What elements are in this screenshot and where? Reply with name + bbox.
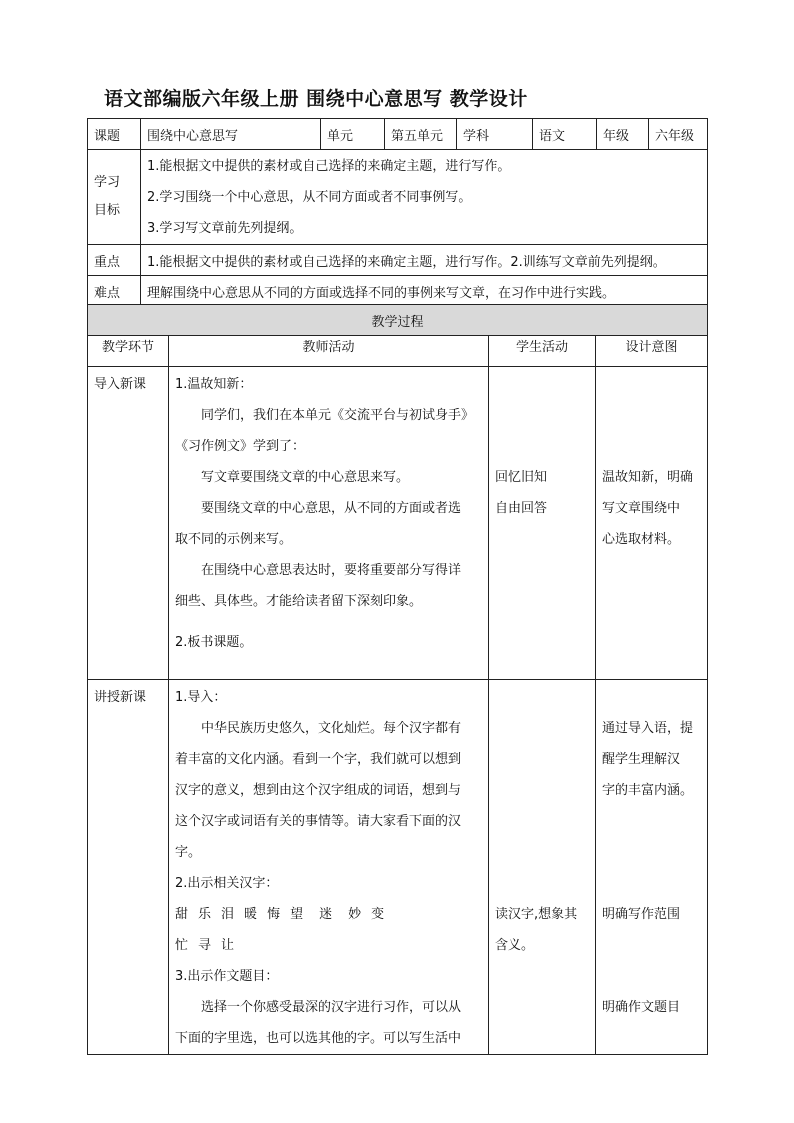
paragraph: 在围绕中心意思表达时，要将重要部分写得详 xyxy=(201,563,462,578)
grade-value: 六年级 xyxy=(649,119,708,150)
grade-label: 年级 xyxy=(597,119,649,150)
paragraph: 写文章要围绕文章的中心意思来写。 xyxy=(201,470,410,485)
character: 暖 xyxy=(244,907,258,922)
character: 寻 xyxy=(198,938,212,953)
design-intent xyxy=(596,367,708,680)
paragraph: 这个汉字或词语有关的事情等。请大家看下面的汉 xyxy=(175,814,462,829)
paragraph: 取不同的示例来写。 xyxy=(175,532,293,547)
paragraph: 自由回答 xyxy=(495,501,548,516)
paragraph: 含义。 xyxy=(495,938,535,953)
table-row xyxy=(88,680,708,1055)
paragraph: 要围绕文章的中心意思，从不同的方面或者选 xyxy=(201,501,462,516)
unit-value: 第五单元 xyxy=(385,119,457,150)
paragraph: 选择一个你感受最深的汉字进行习作，可以从 xyxy=(201,1000,462,1015)
stage-label: 导入新课 xyxy=(94,377,147,392)
character: 变 xyxy=(371,907,385,922)
topic-value: 围绕中心意思写 xyxy=(141,119,321,150)
paragraph: 3.出示作文题目： xyxy=(175,969,279,984)
paragraph: 细些、具体些。才能给读者留下深刻印象。 xyxy=(175,594,423,609)
character: 让 xyxy=(221,938,235,953)
paragraph: 同学们，我们在本单元《交流平台与初试身手》 xyxy=(201,408,475,423)
character: 甜 xyxy=(175,907,189,922)
difficulty-label: 难点 xyxy=(88,276,141,307)
process-header: 教学过程 xyxy=(88,305,708,336)
goals-label-line: 学习 xyxy=(94,175,121,190)
subject-label: 学科 xyxy=(457,119,533,150)
character: 悔 xyxy=(267,907,281,922)
paragraph: 心选取材料。 xyxy=(602,532,681,547)
character-list xyxy=(175,899,482,930)
goal-item: 2.学习围绕一个中心意思，从不同方面或者不同事例写。 xyxy=(147,189,472,205)
unit-label: 单元 xyxy=(321,119,385,150)
goals-cell xyxy=(141,150,708,245)
paragraph: 汉字的意义，想到由这个汉字组成的词语，想到与 xyxy=(175,783,462,798)
key-label: 重点 xyxy=(88,245,141,276)
topic-label: 课题 xyxy=(88,119,141,150)
document-title: 语文部编版六年级上册 围绕中心意思写 教学设计 xyxy=(104,88,528,110)
paragraph: 《习作例文》学到了： xyxy=(175,439,306,454)
character: 忙 xyxy=(175,938,189,953)
paragraph: 醒学生理解汉 xyxy=(602,752,681,767)
paragraph: 回忆旧知 xyxy=(495,470,548,485)
goal-item: 3.学习写文章前先列提纲。 xyxy=(147,220,303,236)
paragraph: 字。 xyxy=(175,845,202,860)
character: 乐 xyxy=(198,907,212,922)
paragraph: 2.出示相关汉字： xyxy=(175,876,279,891)
column-header: 教师活动 xyxy=(169,336,489,367)
student-activity xyxy=(489,367,596,680)
paragraph: 明确写作范围 xyxy=(602,907,681,922)
paragraph: 温故知新，明确 xyxy=(602,470,694,485)
character-list xyxy=(175,930,482,961)
difficulty-points: 理解围绕中心意思从不同的方面或选择不同的事例来写文章，在习作中进行实践。 xyxy=(141,276,708,307)
stage-label: 讲授新课 xyxy=(94,690,147,705)
subject-value: 语文 xyxy=(533,119,597,150)
paragraph: 1.导入： xyxy=(175,690,227,705)
column-header: 教学环节 xyxy=(88,336,169,367)
character: 妙 xyxy=(348,907,362,922)
goal-item: 1.能根据文中提供的素材或自己选择的来确定主题，进行写作。 xyxy=(147,158,511,174)
character: 泪 xyxy=(221,907,235,922)
goals-label xyxy=(88,150,141,245)
paragraph: 明确作文题目 xyxy=(602,1000,681,1015)
character: 望 xyxy=(290,907,304,922)
paragraph: 中华民族历史悠久，文化灿烂。每个汉字都有 xyxy=(201,721,462,736)
goals-label-line: 目标 xyxy=(94,203,121,218)
paragraph: 写文章围绕中 xyxy=(602,501,681,516)
paragraph: 2.板书课题。 xyxy=(175,635,253,650)
paragraph: 通过导入语，提 xyxy=(602,721,694,736)
paragraph: 字的丰富内涵。 xyxy=(602,783,694,798)
info-table xyxy=(87,118,708,307)
column-header: 设计意图 xyxy=(596,336,708,367)
character: 迷 xyxy=(319,907,333,922)
process-table xyxy=(87,304,708,1055)
paragraph: 下面的字里选，也可以选其他的字。可以写生活中 xyxy=(175,1031,462,1046)
design-intent xyxy=(596,680,708,1055)
paragraph: 读汉字,想象其 xyxy=(495,907,578,922)
student-activity xyxy=(489,680,596,1055)
key-points: 1.能根据文中提供的素材或自己选择的来确定主题，进行写作。2.训练写文章前先列提纲。 xyxy=(141,245,708,276)
teacher-activity xyxy=(169,680,489,1055)
teacher-activity xyxy=(169,367,489,680)
table-row xyxy=(88,367,708,680)
paragraph: 着丰富的文化内涵。看到一个字，我们就可以想到 xyxy=(175,752,462,767)
paragraph: 1.温故知新： xyxy=(175,377,253,392)
column-header: 学生活动 xyxy=(489,336,596,367)
